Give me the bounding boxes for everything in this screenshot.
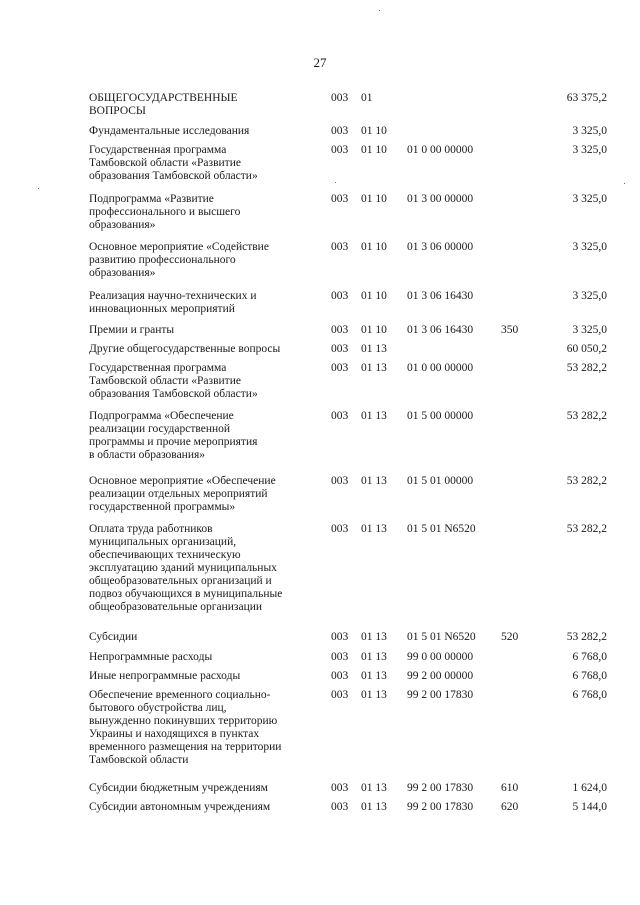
row-amount: 6 768,0 bbox=[572, 651, 607, 663]
page-number: 27 bbox=[313, 55, 327, 70]
row-section: 01 10 bbox=[361, 241, 387, 253]
row-target: 01 5 01 N6520 bbox=[407, 631, 476, 643]
row-name: Другие общегосударственные вопросы bbox=[89, 343, 281, 355]
row-amount: 6 768,0 bbox=[572, 670, 607, 682]
row-target: 01 0 00 00000 bbox=[407, 362, 474, 374]
row-ministry: 003 bbox=[331, 689, 349, 701]
row-section: 01 13 bbox=[361, 689, 387, 701]
row-target: 01 0 00 00000 bbox=[407, 144, 474, 156]
row-ministry: 003 bbox=[331, 651, 349, 663]
row-ministry: 003 bbox=[331, 782, 349, 794]
row-ministry: 003 bbox=[331, 343, 349, 355]
row-name: Оплата труда работников муниципальных организаций, обеспечивающих техническую эксплуатацию зданий муниципальных общеобразовательных организаций и подвоз обучающихся в муниципальные общеобразовательные организации bbox=[89, 523, 283, 613]
row-ministry: 003 bbox=[331, 241, 349, 253]
row-amount: 53 282,2 bbox=[566, 362, 607, 374]
scan-speck bbox=[624, 183, 625, 184]
row-name: Обеспечение временного социально- бытового обустройства лиц, вынужденно покинувших территорию Украины и находящихся в пунктах временного размещения на территории Тамбовской области bbox=[89, 689, 282, 766]
row-section: 01 10 bbox=[361, 144, 387, 156]
row-section: 01 13 bbox=[361, 523, 387, 535]
row-ministry: 003 bbox=[331, 125, 349, 137]
row-ministry: 003 bbox=[331, 92, 349, 104]
row-section: 01 13 bbox=[361, 670, 387, 682]
row-ministry: 003 bbox=[331, 670, 349, 682]
row-section: 01 13 bbox=[361, 475, 387, 487]
row-ministry: 003 bbox=[331, 631, 349, 643]
row-amount: 53 282,2 bbox=[566, 523, 607, 535]
row-section: 01 13 bbox=[361, 631, 387, 643]
scan-speck bbox=[379, 10, 380, 11]
row-vr: 610 bbox=[501, 782, 519, 794]
row-amount: 6 768,0 bbox=[572, 689, 607, 701]
row-name: ОБЩЕГОСУДАРСТВЕННЫЕ ВОПРОСЫ bbox=[89, 92, 238, 117]
row-target: 99 2 00 17830 bbox=[407, 782, 474, 794]
row-name: Государственная программа Тамбовской области «Развитие образования Тамбовской области» bbox=[89, 144, 258, 182]
scan-speck bbox=[335, 182, 336, 183]
row-name: Основное мероприятие «Содействие развитию профессионального образования» bbox=[89, 241, 269, 279]
row-amount: 3 325,0 bbox=[572, 125, 607, 137]
row-vr: 520 bbox=[501, 631, 519, 643]
row-name: Субсидии автономным учреждениям bbox=[89, 801, 271, 813]
row-section: 01 13 bbox=[361, 410, 387, 422]
row-amount: 53 282,2 bbox=[566, 410, 607, 422]
row-name: Подпрограмма «Обеспечение реализации государственной программы и прочие мероприятия в области образования» bbox=[89, 410, 258, 461]
row-name: Государственная программа Тамбовской области «Развитие образования Тамбовской области» bbox=[89, 362, 258, 400]
row-target: 99 2 00 00000 bbox=[407, 670, 474, 682]
row-section: 01 13 bbox=[361, 651, 387, 663]
row-vr: 350 bbox=[501, 324, 519, 336]
row-section: 01 13 bbox=[361, 801, 387, 813]
row-target: 99 0 00 00000 bbox=[407, 651, 474, 663]
row-name: Непрограммные расходы bbox=[89, 651, 213, 663]
row-vr: 620 bbox=[501, 801, 519, 813]
row-target: 01 5 01 N6520 bbox=[407, 523, 476, 535]
row-target: 01 3 06 16430 bbox=[407, 324, 474, 336]
row-amount: 53 282,2 bbox=[566, 475, 607, 487]
row-section: 01 10 bbox=[361, 324, 387, 336]
row-name: Субсидии bbox=[89, 631, 138, 643]
row-section: 01 13 bbox=[361, 782, 387, 794]
row-ministry: 003 bbox=[331, 144, 349, 156]
row-amount: 3 325,0 bbox=[572, 324, 607, 336]
row-target: 01 3 06 00000 bbox=[407, 241, 474, 253]
row-name: Реализация научно-технических и инновационных мероприятий bbox=[89, 290, 257, 315]
row-target: 01 5 01 00000 bbox=[407, 475, 474, 487]
row-ministry: 003 bbox=[331, 801, 349, 813]
row-ministry: 003 bbox=[331, 523, 349, 535]
row-ministry: 003 bbox=[331, 475, 349, 487]
row-ministry: 003 bbox=[331, 193, 349, 205]
row-ministry: 003 bbox=[331, 290, 349, 302]
row-name: Субсидии бюджетным учреждениям bbox=[89, 782, 268, 794]
row-target: 99 2 00 17830 bbox=[407, 801, 474, 813]
scan-speck bbox=[38, 188, 39, 189]
row-name: Премии и гранты bbox=[89, 324, 175, 336]
row-section: 01 10 bbox=[361, 193, 387, 205]
row-name: Подпрограмма «Развитие профессионального и высшего образования» bbox=[89, 193, 241, 231]
row-amount: 3 325,0 bbox=[572, 241, 607, 253]
row-amount: 5 144,0 bbox=[572, 801, 607, 813]
row-amount: 3 325,0 bbox=[572, 193, 607, 205]
row-amount: 3 325,0 bbox=[572, 290, 607, 302]
row-section: 01 10 bbox=[361, 290, 387, 302]
row-section: 01 bbox=[361, 92, 373, 104]
row-amount: 1 624,0 bbox=[572, 782, 607, 794]
row-target: 01 3 00 00000 bbox=[407, 193, 474, 205]
row-target: 99 2 00 17830 bbox=[407, 689, 474, 701]
row-section: 01 13 bbox=[361, 343, 387, 355]
row-name: Иные непрограммные расходы bbox=[89, 670, 241, 682]
row-target: 01 5 00 00000 bbox=[407, 410, 474, 422]
row-section: 01 10 bbox=[361, 125, 387, 137]
row-target: 01 3 06 16430 bbox=[407, 290, 474, 302]
row-name: Фундаментальные исследования bbox=[89, 125, 250, 137]
row-ministry: 003 bbox=[331, 324, 349, 336]
row-amount: 60 050,2 bbox=[566, 343, 607, 355]
row-amount: 3 325,0 bbox=[572, 144, 607, 156]
row-ministry: 003 bbox=[331, 362, 349, 374]
row-section: 01 13 bbox=[361, 362, 387, 374]
row-ministry: 003 bbox=[331, 410, 349, 422]
row-amount: 53 282,2 bbox=[566, 631, 607, 643]
row-amount: 63 375,2 bbox=[566, 92, 607, 104]
row-name: Основное мероприятие «Обеспечение реализации отдельных мероприятий государственной программы» bbox=[89, 475, 276, 513]
